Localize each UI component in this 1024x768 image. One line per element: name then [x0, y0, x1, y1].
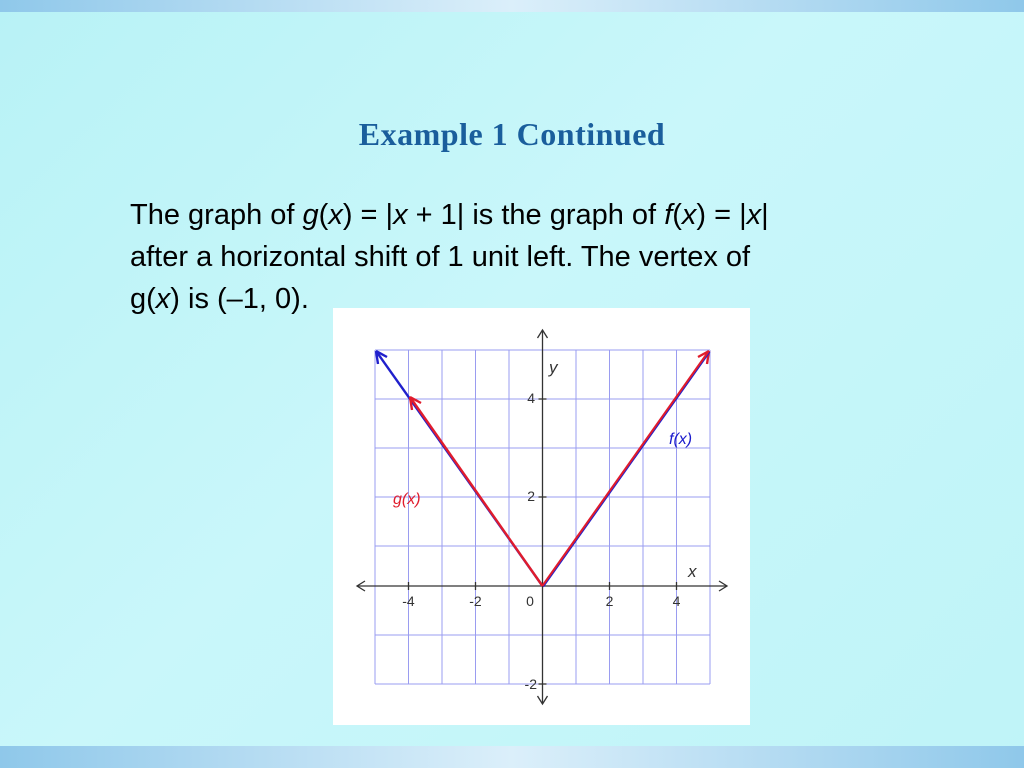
f-function-label: f(x)	[669, 431, 693, 448]
graph-panel	[333, 308, 750, 725]
body-line-2: after a horizontal shift of 1 unit left. The vertex of	[130, 241, 751, 273]
x-tick-label: 0	[526, 593, 534, 609]
g-right-ray	[543, 351, 710, 586]
x-tick-label: 2	[605, 593, 614, 609]
slide-title: Example 1 Continued	[358, 116, 666, 152]
f-right-ray-trace	[544, 352, 711, 587]
g-left-ray	[410, 397, 543, 586]
body-line-1: The graph of g(x) = |x + 1| is the graph of f(x) = |x|	[130, 199, 769, 231]
x-tick-label: -4	[402, 593, 415, 609]
body-line-3: g(x) is (–1, 0).	[130, 283, 309, 315]
x-tick-label: 4	[672, 593, 681, 609]
y-tick-label: 4	[527, 390, 535, 406]
y-tick-label: 2	[527, 488, 535, 504]
g-graph	[410, 351, 709, 586]
bottom-band	[0, 746, 1024, 768]
y-axis-label: y	[549, 358, 558, 377]
g-function-label: g(x)	[393, 491, 421, 508]
x-axis-label: x	[688, 562, 697, 581]
slide-body-text	[130, 194, 900, 320]
axes	[357, 330, 727, 704]
x-tick-label: -2	[469, 593, 482, 609]
top-band	[0, 0, 1024, 12]
y-tick-label: -2	[524, 676, 537, 692]
coordinate-graph	[333, 308, 750, 725]
